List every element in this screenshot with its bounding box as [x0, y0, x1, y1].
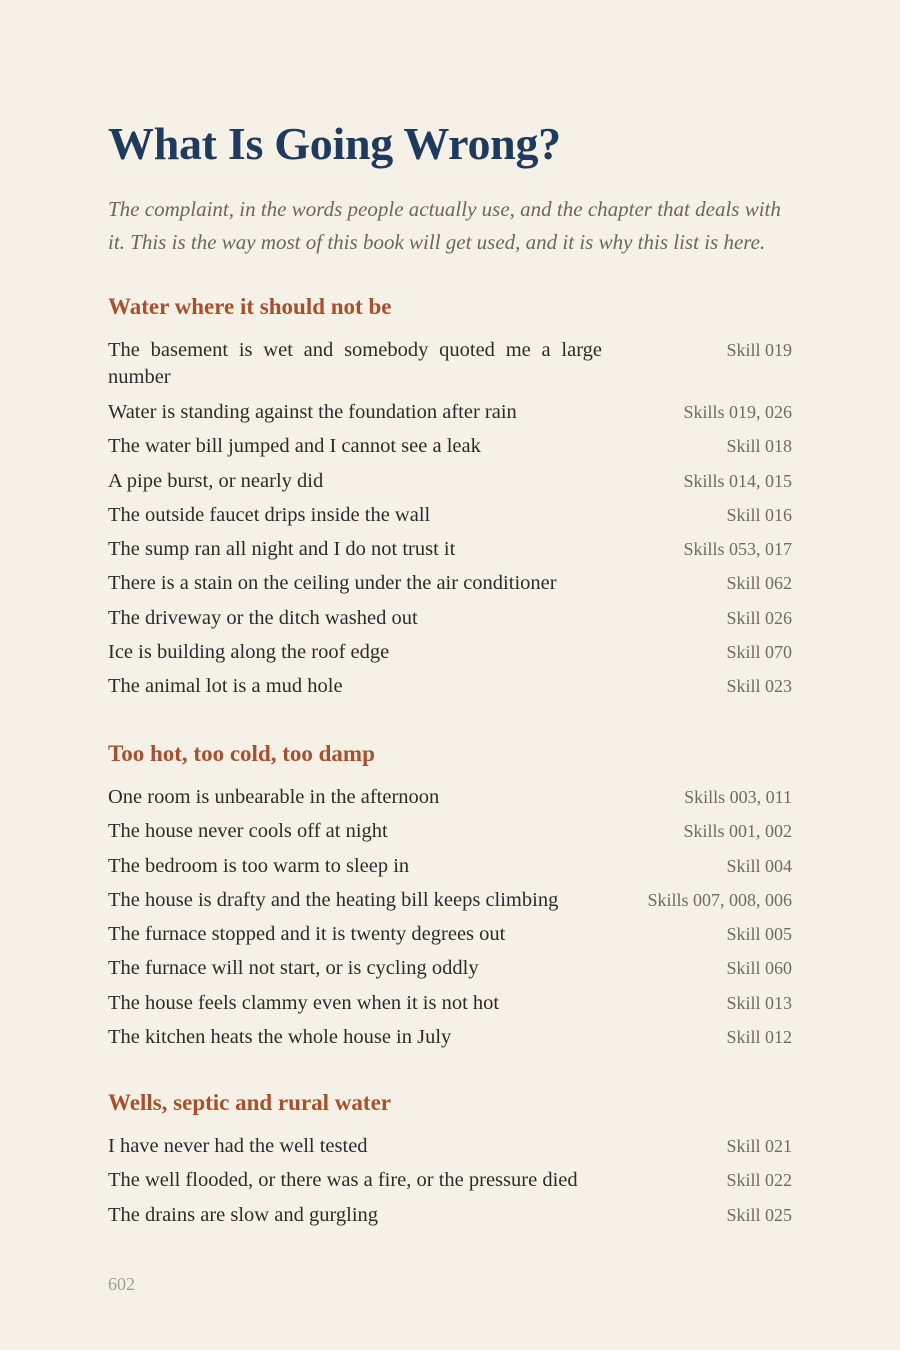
- skill-reference: Skill 060: [726, 958, 792, 979]
- skill-reference: Skill 019: [726, 340, 792, 360]
- list-item: [108, 570, 792, 604]
- skill-reference: Skill 012: [726, 1027, 792, 1048]
- skill-reference: Skill 022: [726, 1170, 792, 1191]
- complaint-text: The kitchen heats the whole house in July: [108, 1026, 452, 1049]
- complaint-text: Water is standing against the foundation after rain: [108, 401, 517, 423]
- entry-list: [108, 784, 792, 1058]
- skill-reference: Skill 005: [726, 924, 792, 945]
- list-item: [108, 1024, 792, 1058]
- list-item: [108, 673, 792, 707]
- skill-reference: Skill 062: [726, 573, 792, 594]
- complaint-text: The house feels clammy even when it is not hot: [108, 991, 500, 1014]
- section-heading: Water where it should not be: [108, 294, 392, 319]
- complaint-text: One room is unbearable in the afternoon: [108, 786, 440, 808]
- skill-reference: Skill 026: [726, 607, 792, 628]
- list-item: [108, 818, 792, 852]
- complaint-text: The drains are slow and gurgling: [108, 1203, 379, 1226]
- list-item: [108, 639, 792, 673]
- complaint-text: The furnace will not start, or is cycling oddly: [108, 957, 479, 980]
- page-title: What Is Going Wrong?: [108, 118, 561, 169]
- skill-reference: Skills 003, 011: [684, 787, 792, 807]
- complaint-text: The bedroom is too warm to sleep in: [108, 854, 410, 877]
- skill-reference: Skills 014, 015: [683, 470, 792, 491]
- skill-reference: Skill 004: [726, 855, 792, 876]
- skill-reference: Skill 013: [726, 992, 792, 1013]
- complaint-text: The furnace stopped and it is twenty degrees out: [108, 923, 506, 946]
- complaint-text: The water bill jumped and I cannot see a leak: [108, 435, 481, 458]
- section-temperature: [108, 740, 792, 1058]
- complaint-text: The well flooded, or there was a fire, or the pressure died: [108, 1169, 578, 1192]
- entry-list: [108, 1133, 792, 1236]
- complaint-text: The basement is wet and somebody quoted me a large number: [108, 339, 602, 388]
- skill-reference: Skills 007, 008, 006: [647, 889, 792, 910]
- list-item: [108, 887, 792, 921]
- complaint-text: The house is drafty and the heating bill keeps climbing: [108, 888, 559, 911]
- list-item: [108, 921, 792, 955]
- list-item: [108, 853, 792, 887]
- list-item: [108, 502, 792, 536]
- list-item: [108, 784, 792, 818]
- page-number: 602: [108, 1274, 135, 1294]
- complaint-text: The house never cools off at night: [108, 820, 388, 843]
- skill-reference: Skill 018: [726, 436, 792, 457]
- skill-reference: Skills 001, 002: [683, 821, 792, 842]
- complaint-text: The outside faucet drips inside the wall: [108, 503, 431, 526]
- complaint-text: Ice is building along the roof edge: [108, 641, 390, 664]
- list-item: [108, 468, 792, 502]
- list-item: [108, 1133, 792, 1167]
- skill-reference: Skills 019, 026: [683, 402, 792, 422]
- list-item: [108, 955, 792, 989]
- complaint-text: There is a stain on the ceiling under the air conditioner: [108, 572, 557, 595]
- complaint-text: A pipe burst, or nearly did: [108, 469, 324, 492]
- list-item: [108, 605, 792, 639]
- skill-reference: Skills 053, 017: [683, 539, 792, 560]
- skill-reference: Skill 016: [726, 504, 792, 525]
- list-item: [108, 536, 792, 570]
- skill-reference: Skill 025: [726, 1204, 792, 1225]
- skill-reference: Skill 021: [726, 1136, 792, 1156]
- entry-list: [108, 337, 792, 708]
- section-wells-septic: [108, 1089, 792, 1236]
- section-heading: Wells, septic and rural water: [108, 1090, 391, 1115]
- list-item: [108, 1202, 792, 1236]
- complaint-text: The driveway or the ditch washed out: [108, 606, 418, 629]
- section-heading: Too hot, too cold, too damp: [108, 741, 375, 766]
- page-subtitle: The complaint, in the words people actually use, and the chapter that deals with it. This is the way most of this book will get used, and it is why this list is here.: [108, 197, 781, 254]
- list-item: [108, 399, 792, 433]
- complaint-text: The animal lot is a mud hole: [108, 675, 343, 698]
- complaint-text: The sump ran all night and I do not trust it: [108, 538, 456, 561]
- complaint-text: I have never had the well tested: [108, 1135, 368, 1157]
- skill-reference: Skill 070: [726, 642, 792, 663]
- list-item: [108, 433, 792, 467]
- list-item: [108, 337, 792, 399]
- list-item: [108, 990, 792, 1024]
- list-item: [108, 1167, 792, 1201]
- skill-reference: Skill 023: [726, 676, 792, 697]
- section-water: [108, 293, 792, 708]
